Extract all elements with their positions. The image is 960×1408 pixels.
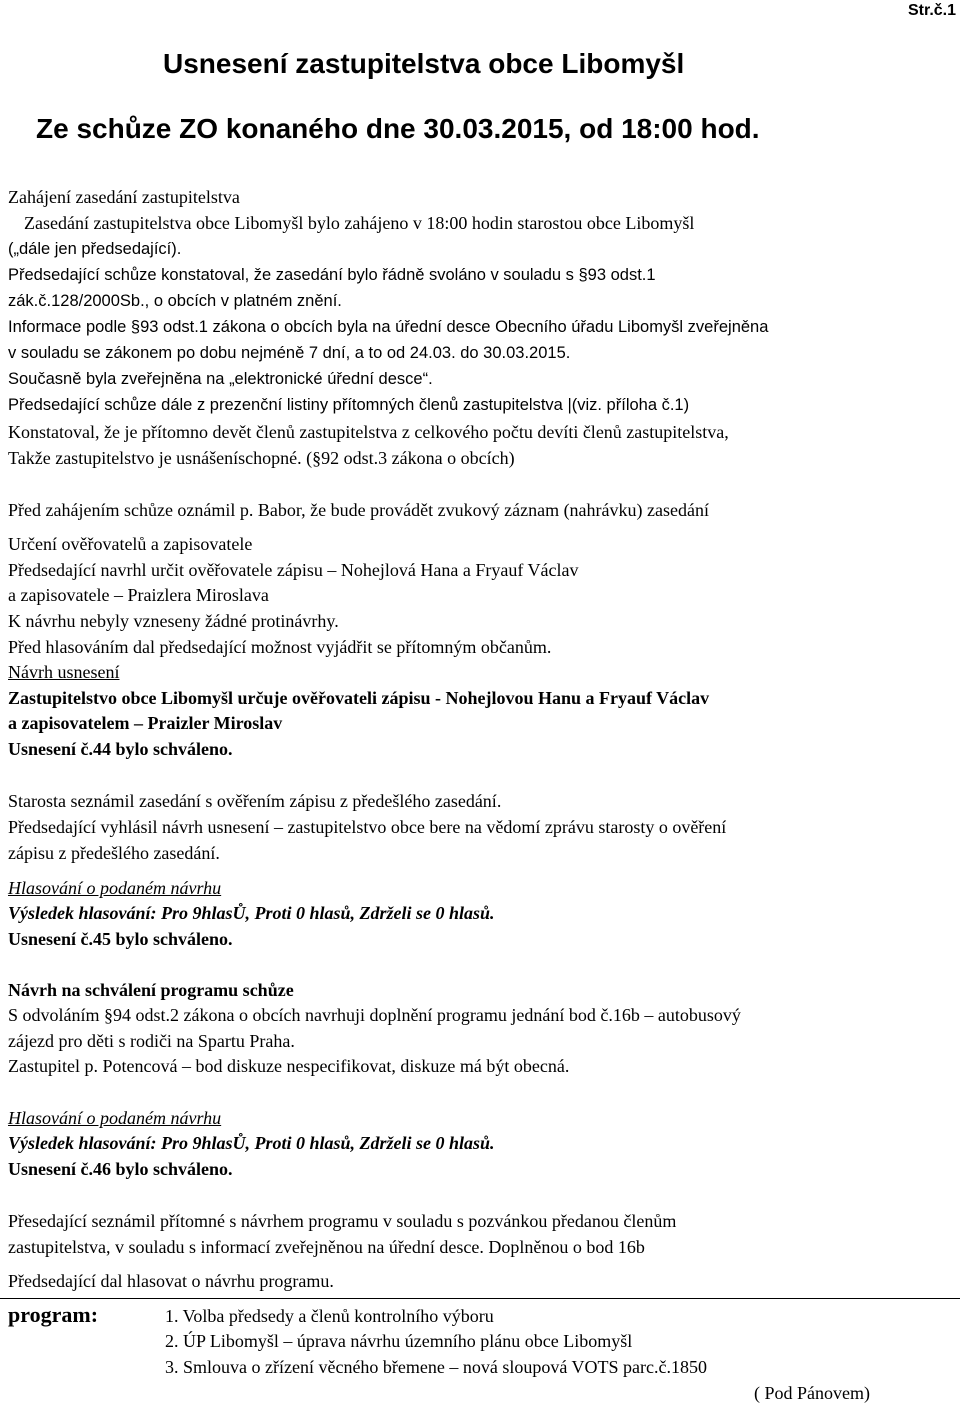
text-line: zápisu z předešlého zasedání. <box>8 843 220 863</box>
text-line: („dále jen předsedající). <box>8 240 182 258</box>
resolution-approved-46: Usnesení č.46 bylo schváleno. <box>8 1159 233 1179</box>
program-item: 1. Volba předsedy a členů kontrolního výboru <box>165 1306 494 1326</box>
heading-voting: Hlasování o podaném návrhu <box>8 878 222 898</box>
text-line: Současně byla zveřejněna na „elektronické úřední desce“. <box>8 370 433 388</box>
text-line: Zastupitel p. Potencová – bod diskuze nespecifikovat, diskuze má být obecná. <box>8 1056 570 1076</box>
resolution-approved-44: Usnesení č.44 bylo schváleno. <box>8 739 233 759</box>
text-line: K návrhu nebyly vzneseny žádné protinávrhy. <box>8 611 339 631</box>
text-line: S odvoláním §94 odst.2 zákona o obcích navrhuji doplnění programu jednání bod č.16b – autobusový <box>8 1005 741 1025</box>
page-number: Str.č.1 <box>907 2 956 19</box>
document-subtitle: Ze schůze ZO konaného dne 30.03.2015, od 18:00 hod. <box>36 113 760 144</box>
program-item-note: ( Pod Pánovem) <box>754 1383 870 1403</box>
text-line: Zasedání zastupitelstva obce Libomyšl bylo zahájeno v 18:00 hodin starostou obce Libomyšl <box>24 213 695 233</box>
text-line: Starosta seznámil zasedání s ověřením zápisu z předešlého zasedání. <box>8 791 502 811</box>
resolution-text: a zapisovatelem – Praizler Miroslav <box>8 713 283 733</box>
heading-voting: Hlasování o podaném návrhu <box>8 1108 222 1128</box>
text-line: zastupitelstva, v souladu s informací zveřejněnou na úřední desce. Doplněnou o bod 16b <box>8 1237 645 1257</box>
document-title: Usnesení zastupitelstva obce Libomyšl <box>163 48 685 79</box>
section-heading-verifiers: Určení ověřovatelů a zapisovatele <box>8 534 253 554</box>
resolution-text: Zastupitelstvo obce Libomyšl určuje ověřovateli zápisu - Nohejlovou Hanu a Fryauf Václav <box>8 688 710 708</box>
text-line: zák.č.128/2000Sb., o obcích v platném znění. <box>8 292 342 310</box>
resolution-approved-45: Usnesení č.45 bylo schváleno. <box>8 929 233 949</box>
voting-result: Výsledek hlasování: Pro 9hlasŮ, Proti 0 hlasů, Zdrželi se 0 hlasů. <box>8 903 495 923</box>
text-line: zájezd pro děti s rodiči na Spartu Praha. <box>8 1031 295 1051</box>
text-line: Předsedající schůze konstatoval, že zasedání bylo řádně svoláno v souladu s §93 odst.1 <box>8 266 656 284</box>
text-line: a zapisovatele – Praizlera Miroslava <box>8 585 269 605</box>
text-line: Takže zastupitelstvo je usnášeníschopné. (§92 odst.3 zákona o obcích) <box>8 448 515 468</box>
text-line: Předsedající dal hlasovat o návrhu programu. <box>8 1271 334 1291</box>
heading-resolution-proposal: Návrh usnesení <box>8 662 120 682</box>
text-line: Předsedající schůze dále z prezenční listiny přítomných členů zastupitelstva |(viz. příloha č.1) <box>8 396 690 414</box>
heading-program-approval: Návrh na schválení programu schůze <box>8 980 294 1000</box>
text-line: Předsedající vyhlásil návrh usnesení – zastupitelstvo obce bere na vědomí zprávu starosty o ověření <box>8 817 727 837</box>
voting-result: Výsledek hlasování: Pro 9hlasŮ, Proti 0 hlasů, Zdrželi se 0 hlasů. <box>8 1133 495 1153</box>
text-line: Předsedající navrhl určit ověřovatele zápisu – Nohejlová Hana a Fryauf Václav <box>8 560 579 580</box>
text-line: Informace podle §93 odst.1 zákona o obcích byla na úřední desce Obecního úřadu Libomyšl zveřejněna <box>8 318 769 336</box>
text-line: Před zahájením schůze oznámil p. Babor, že bude provádět zvukový záznam (nahrávku) zasedání <box>8 500 709 520</box>
text-line: Konstatoval, že je přítomno devět členů zastupitelstva z celkového počtu devíti členů zastupitelstva, <box>8 422 729 442</box>
text-line: Přesedající seznámil přítomné s návrhem programu v souladu s pozvánkou předanou členům <box>8 1211 677 1231</box>
program-label: program: <box>8 1302 99 1327</box>
program-item: 2. ÚP Libomyšl – úprava návrhu územního plánu obce Libomyšl <box>165 1331 633 1351</box>
section-heading-opening: Zahájení zasedání zastupitelstva <box>8 187 240 207</box>
program-item: 3. Smlouva o zřízení věcného břemene – nová sloupová VOTS parc.č.1850 <box>165 1357 708 1377</box>
text-line: Před hlasováním dal předsedající možnost vyjádřit se přítomným občanům. <box>8 637 552 657</box>
text-line: v souladu se zákonem po dobu nejméně 7 dní, a to od 24.03. do 30.03.2015. <box>8 344 571 362</box>
divider <box>0 1298 960 1299</box>
